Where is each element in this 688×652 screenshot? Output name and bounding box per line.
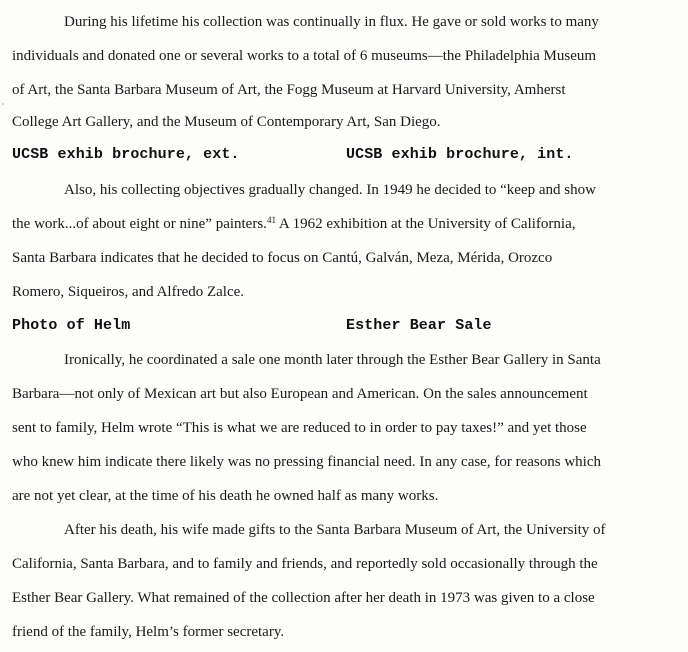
paragraph-2-line-2-tail: A 1962 exhibition at the University of California,	[275, 216, 576, 232]
placeholder-ucsb-brochure-interior: UCSB exhib brochure, int.	[346, 146, 574, 163]
paragraph-2-line-4: Romero, Siqueiros, and Alfredo Zalce.	[12, 284, 245, 300]
placeholder-photo-of-helm: Photo of Helm	[12, 317, 131, 334]
scan-speck	[2, 103, 4, 105]
paragraph-3-line-1: Ironically, he coordinated a sale one month later through the Esther Bear Gallery in Santa	[64, 352, 601, 368]
paragraph-1-line-4: College Art Gallery, and the Museum of Contemporary Art, San Diego.	[12, 114, 441, 130]
paragraph-2-line-2-text: the work...of about eight or nine” painters.	[12, 216, 267, 232]
placeholder-esther-bear-sale: Esther Bear Sale	[346, 317, 492, 334]
paragraph-4-line-1: After his death, his wife made gifts to the Santa Barbara Museum of Art, the University of	[64, 522, 606, 538]
placeholder-ucsb-brochure-exterior: UCSB exhib brochure, ext.	[12, 146, 240, 163]
paragraph-4-line-3: Esther Bear Gallery. What remained of the collection after her death in 1973 was given to a close	[12, 590, 595, 606]
paragraph-3-line-2: Barbara—not only of Mexican art but also European and American. On the sales announcement	[12, 386, 588, 402]
paragraph-1-line-3: of Art, the Santa Barbara Museum of Art, the Fogg Museum at Harvard University, Amherst	[12, 82, 566, 98]
paragraph-2-line-3: Santa Barbara indicates that he decided to focus on Cantú, Galván, Meza, Mérida, Orozco	[12, 250, 553, 266]
paragraph-2-line-1: Also, his collecting objectives gradually changed. In 1949 he decided to “keep and show	[64, 182, 596, 198]
paragraph-4-line-2: California, Santa Barbara, and to family and friends, and reportedly sold occasionally through the	[12, 556, 598, 572]
paragraph-3-line-3: sent to family, Helm wrote “This is what we are reduced to in order to pay taxes!” and yet those	[12, 420, 587, 436]
paragraph-1-line-1: During his lifetime his collection was continually in flux. He gave or sold works to many	[64, 14, 599, 30]
footnote-reference: 41	[266, 215, 276, 225]
paragraph-3-line-4: who knew him indicate there likely was no pressing financial need. In any case, for reasons which	[12, 454, 601, 470]
paragraph-3-line-5: are not yet clear, at the time of his death he owned half as many works.	[12, 488, 439, 504]
paragraph-2-line-2	[12, 215, 575, 233]
paragraph-4-line-4: friend of the family, Helm’s former secretary.	[12, 624, 285, 640]
paragraph-1-line-2: individuals and donated one or several works to a total of 6 museums—the Philadelphia Museum	[12, 48, 597, 64]
